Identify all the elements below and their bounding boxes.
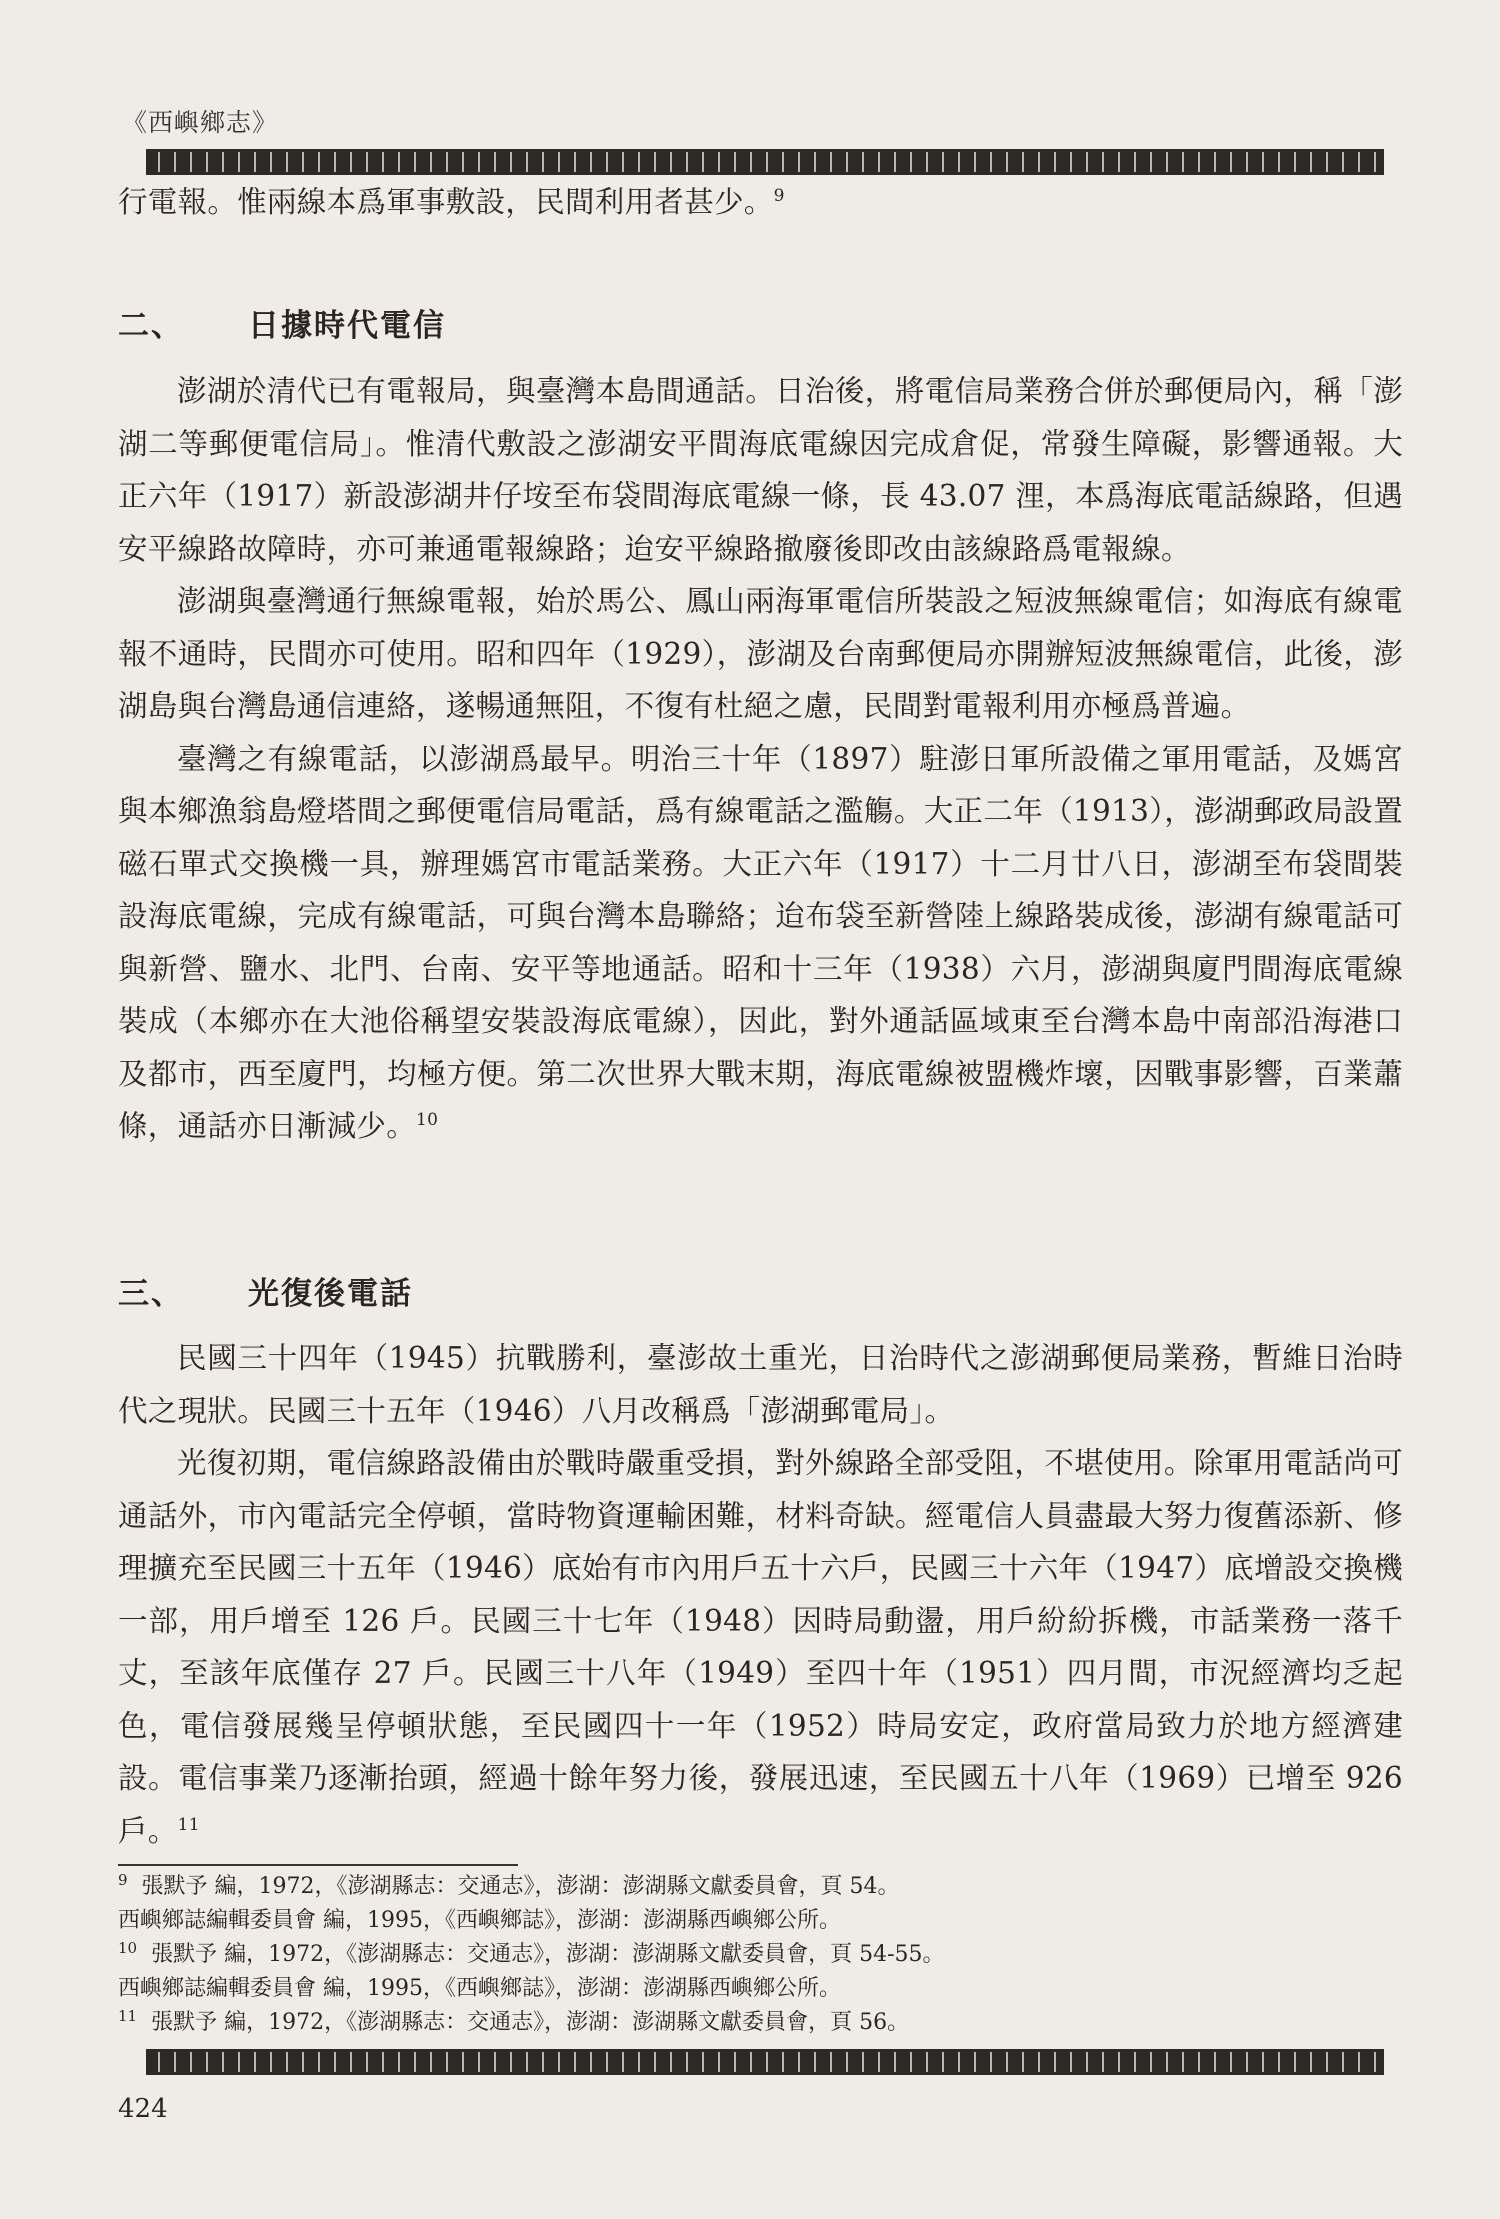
paragraph: 澎湖與臺灣通行無線電報，始於馬公、鳳山兩海軍電信所裝設之短波無線電信；如海底有線電報不通時，民間亦可使用。昭和四年（1929），澎湖及台南郵便局亦開辦短波無線電信，此後，澎湖島與台灣島通信連絡，遂暢通無阻，不復有杜絕之慮，民間對電報利用亦極爲普遍。 bbox=[118, 584, 1403, 723]
paragraph-text: 光復初期，電信線路設備由於戰時嚴重受損，對外線路全部受阻，不堪使用。除軍用電話尚可通話外，市內電話完全停頓，當時物資運輸困難，材料奇缺。經電信人員盡最大努力復舊添新、修理擴充至民國三十五年（1946）底始有市內用戶五十六戶，民國三十六年（1947）底增設交換機一部，用戶增至 126 戶。民國三十七年（1948）因時局動盪，用戶紛紛拆機，市話業務一落千丈，至該年底僅存 27 戶。民國三十八年（1949）至四十年（1951）四月間，市況經濟均乏起色，電信發展幾呈停頓狀態，至民國四十一年（1952）時局安定，政府當局致力於地方經濟建設。電信事業乃逐漸抬頭，經過十餘年努力後，發展迅速，至民國五十八年（1969）已增至 926 戶。 bbox=[118, 1446, 1403, 1848]
section-number: 三、 bbox=[118, 1276, 184, 1312]
section-title: 日據時代電信 bbox=[248, 308, 446, 344]
footnote-ref-10[interactable]: 10 bbox=[416, 1110, 439, 1131]
paragraph bbox=[118, 733, 1403, 1153]
page-number: 424 bbox=[118, 2094, 168, 2124]
section-body-3 bbox=[118, 1332, 1403, 1857]
section-number: 二、 bbox=[118, 308, 184, 344]
section-heading-3 bbox=[118, 1268, 413, 1313]
footnote-divider bbox=[118, 1864, 518, 1866]
paragraph: 民國三十四年（1945）抗戰勝利，臺澎故土重光，日治時代之澎湖郵便局業務，暫維日治時代之現狀。民國三十五年（1946）八月改稱爲「澎湖郵電局」。 bbox=[118, 1341, 1403, 1428]
paragraph: 澎湖於清代已有電報局，與臺灣本島間通話。日治後，將電信局業務合併於郵便局內，稱「澎湖二等郵便電信局」。惟清代敷設之澎湖安平間海底電線因完成倉促，常發生障礙，影響通報。大正六年（1917）新設澎湖井仔垵至布袋間海底電線一條，長 43.07 浬，本爲海底電話線路，但遇安平線路故障時，亦可兼通電報線路；迨安平線路撤廢後即改由該線路爲電報線。 bbox=[118, 374, 1403, 566]
footnote: $^{10}$ 張默予 編，1972，《澎湖縣志：交通志》，澎湖：澎湖縣文獻委員會，頁 54-55。 bbox=[118, 1938, 945, 1967]
intro-line: 行電報。惟兩線本爲軍事敷設，民間利用者甚少。 bbox=[118, 185, 774, 219]
footnote-continuation: 西嶼鄉誌編輯委員會 編，1995，《西嶼鄉誌》，澎湖：澎湖縣西嶼鄉公所。 bbox=[118, 1976, 841, 2001]
intro-text bbox=[118, 176, 1403, 229]
decorative-border-top bbox=[146, 149, 1384, 175]
footnote: $^9$ 張默予 編，1972，《澎湖縣志：交通志》，澎湖：澎湖縣文獻委員會，頁 54。 bbox=[118, 1870, 900, 1899]
footnotes bbox=[118, 1870, 1318, 2040]
section-heading-2 bbox=[118, 300, 446, 345]
section-title: 光復後電話 bbox=[248, 1276, 413, 1312]
footnote: $^{11}$ 張默予 編，1972，《澎湖縣志：交通志》，澎湖：澎湖縣文獻委員會，頁 56。 bbox=[118, 2006, 910, 2035]
decorative-border-bottom bbox=[146, 2049, 1384, 2075]
section-body-2 bbox=[118, 365, 1403, 1153]
footnote-ref-11[interactable]: 11 bbox=[177, 1814, 200, 1835]
running-header-book-title: 《西嶼鄉志》 bbox=[122, 108, 279, 137]
paragraph-text: 臺灣之有線電話，以澎湖爲最早。明治三十年（1897）駐澎日軍所設備之軍用電話，及媽宮與本鄉漁翁島燈塔間之郵便電信局電話，爲有線電話之濫觴。大正二年（1913），澎湖郵政局設置磁石單式交換機一具，辦理媽宮市電話業務。大正六年（1917）十二月廿八日，澎湖至布袋間裝設海底電線，完成有線電話，可與台灣本島聯絡；迨布袋至新營陸上線路裝成後，澎湖有線電話可與新營、鹽水、北門、台南、安平等地通話。昭和十三年（1938）六月，澎湖與廈門間海底電線裝成（本鄉亦在大池俗稱望安裝設海底電線），因此，對外通話區域東至台灣本島中南部沿海港口及都市，西至廈門，均極方便。第二次世界大戰末期，海底電線被盟機炸壞，因戰事影響，百業蕭條，通話亦日漸減少。 bbox=[118, 741, 1403, 1143]
footnote-continuation: 西嶼鄉誌編輯委員會 編，1995，《西嶼鄉誌》，澎湖：澎湖縣西嶼鄉公所。 bbox=[118, 1908, 841, 1933]
paragraph bbox=[118, 1437, 1403, 1857]
footnote-ref-9[interactable]: 9 bbox=[773, 186, 785, 207]
